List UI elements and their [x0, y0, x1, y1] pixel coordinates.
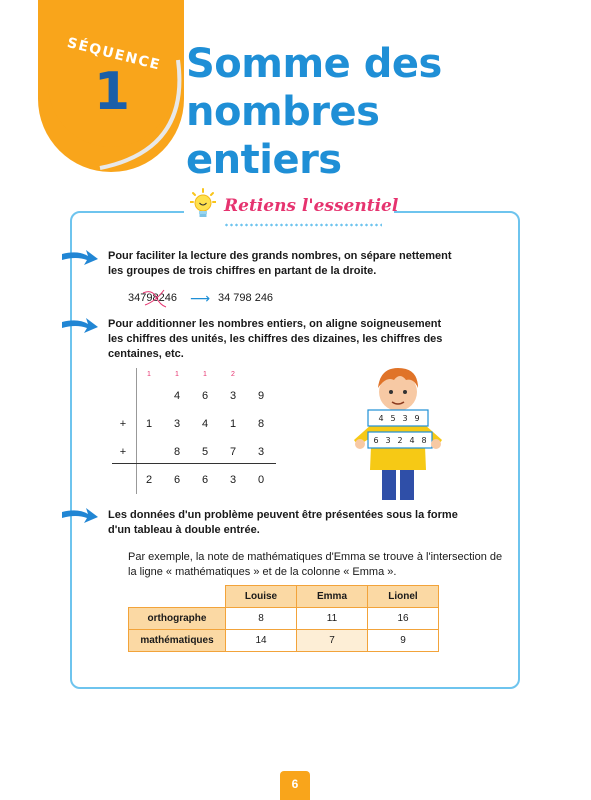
addend-digit: 5: [201, 446, 209, 458]
arrow-icon: [60, 314, 100, 336]
table-row: [129, 608, 439, 630]
arrow-icon: [60, 246, 100, 268]
carry-digit: 1: [203, 371, 207, 378]
sequence-number: 1: [93, 62, 131, 122]
strike-mark: [142, 287, 168, 311]
result-digit: 3: [229, 474, 237, 486]
page-title: Somme des nombres entiers: [186, 41, 442, 183]
carry-digit: 1: [147, 371, 151, 378]
grades-table: [128, 585, 439, 652]
table-cell: 11: [297, 608, 368, 630]
card2-digit: 6: [373, 436, 379, 445]
addend-digit: 1: [145, 418, 153, 430]
table-cell: 16: [368, 608, 439, 630]
addend-digit: 7: [229, 446, 237, 458]
plus-sign: +: [119, 418, 127, 430]
rule-table-text: Les données d'un problème peuvent être présentées sous la forme d'un tableau à double entrée.: [108, 509, 458, 536]
row-header: orthographe: [129, 608, 226, 630]
essential-underline-dots: [224, 223, 382, 227]
card1-digit: 3: [402, 414, 408, 423]
card2-digit: 8: [421, 436, 427, 445]
example-raw-number: 34798246: [128, 292, 177, 304]
addend-digit: 3: [229, 390, 237, 402]
result-digit: 0: [257, 474, 265, 486]
addend-digit: 8: [257, 418, 265, 430]
card2-digit: 4: [409, 436, 415, 445]
page-number: 6: [280, 771, 310, 800]
addend-digit: 1: [229, 418, 237, 430]
bulb-icon: [190, 188, 216, 222]
addend-digit: 8: [173, 446, 181, 458]
column-addition: [112, 366, 282, 496]
row-header: mathématiques: [129, 630, 226, 652]
card2-digit: 3: [385, 436, 391, 445]
grouping-example: [128, 292, 328, 308]
carry-digit: 2: [231, 371, 235, 378]
addend-digit: 6: [201, 390, 209, 402]
addend-digit: 4: [173, 390, 181, 402]
card1-digit: 4: [378, 414, 384, 423]
result-digit: 2: [145, 474, 153, 486]
rule-addition-text: Pour additionner les nombres entiers, on aligne soigneusement les chiffres des unités, les chiffres des dizaines, les chiffres des centaines, etc.: [108, 318, 443, 360]
table-corner: [129, 586, 226, 608]
example-formatted-number: 34 798 246: [218, 292, 274, 304]
essential-title: Retiens l'essentiel: [224, 196, 399, 216]
addend-digit: 3: [257, 446, 265, 458]
card1-digit: 9: [414, 414, 420, 423]
table-example-paragraph: Par exemple, la note de mathématiques d'Emma se trouve à l'intersection de la ligne « mathématiques » et de la colonne « Emma ».: [128, 551, 503, 578]
table-cell-highlighted: 7: [297, 630, 368, 652]
rule-grouping-text: Pour faciliter la lecture des grands nombres, on sépare nettement les groupes de trois chiffres en partant de la droite.: [108, 250, 452, 277]
column-header: Emma: [297, 586, 368, 608]
sequence-label: SÉQUENCE: [65, 34, 163, 74]
result-digit: 6: [201, 474, 209, 486]
table-header-row: [129, 586, 439, 608]
column-header: Lionel: [368, 586, 439, 608]
table-row: [129, 630, 439, 652]
addend-digit: 4: [201, 418, 209, 430]
table-cell: 9: [368, 630, 439, 652]
table-cell: 8: [226, 608, 297, 630]
arrow-right-icon: ⟶: [190, 290, 211, 306]
addend-digit: 3: [173, 418, 181, 430]
card1-digit: 5: [390, 414, 396, 423]
table-cell: 14: [226, 630, 297, 652]
result-digit: 6: [173, 474, 181, 486]
carry-digit: 1: [175, 371, 179, 378]
plus-sign: +: [119, 446, 127, 458]
card2-digit: 2: [397, 436, 403, 445]
addend-digit: 9: [257, 390, 265, 402]
arrow-icon: [60, 504, 100, 526]
column-header: Louise: [226, 586, 297, 608]
boy-holding-number-cards-illustration: [348, 358, 448, 500]
